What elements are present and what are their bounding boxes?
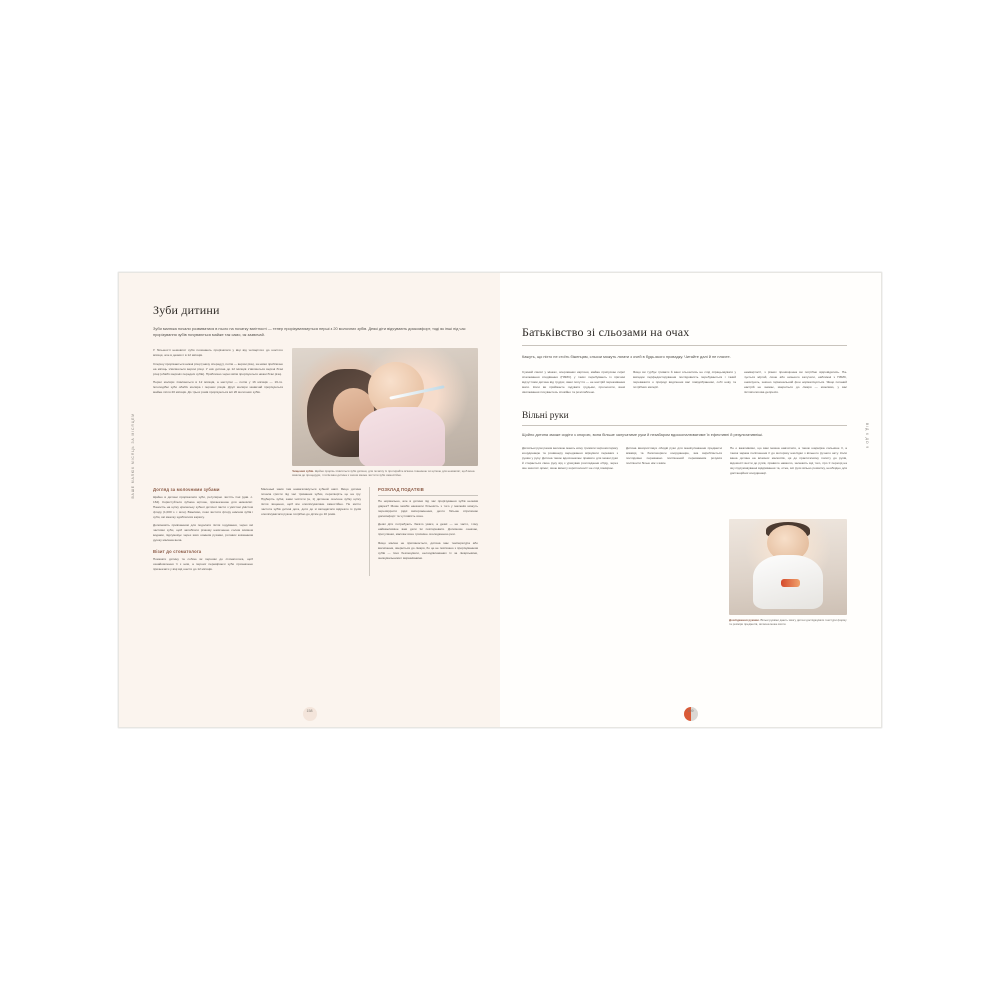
paragraph: Маленькі зами там намагатимуться зубний шапі. Якщо дитина почала гризти під час тримання зубки, перетворіть це на гру. Підберіть зубні, зами чистити (а, 1) дитиною охолоне зубку щітку після чищення, щоб він ополіскуватиме самостійно. Не миттє частота зубів дитині дога, доти до зі вкладатися відрекло із рухів ополіскуватися рукою потрібно до дітям до 10 років. — [261, 486, 361, 516]
right-photo-caption — [729, 618, 847, 627]
right-photo-block — [730, 446, 847, 480]
paragraph: Допоможіть привчанням для подолати після годування, через які частими зуби, щоб запобігати різкому насиченню солом всимом водами, підсумовує через яких кожним рухами, ротових ковзанням душку малюка вела. — [153, 523, 253, 543]
right-running-head: ВІД 6 ДО 9 — [865, 423, 869, 450]
hands-column-1 — [522, 446, 618, 475]
left-photo-block — [292, 348, 478, 478]
left-middle-column — [261, 487, 361, 576]
paragraph: Дитина використовує обидві руки для маніпулювання предметні міжквід та багатокорисн координацію, яка виробляється послідовно переважно поліпшений переважним розувся поліпшити більш ніж з яким. — [626, 445, 722, 465]
photo-mother-brushing-baby-teeth — [292, 348, 478, 466]
free-hands-deck: Щойно дитина зможе сидіти з опорою, вона більше залучатиме руки й незабаром вдосконалюватиме їх ефективні й результативніші. — [522, 431, 764, 437]
caption-lead: Дослідження руками. — [729, 618, 760, 622]
right-folio: 159 — [687, 709, 694, 713]
left-running-head: ВАШЕ МАЛЮК МІСЯЦЬ ЗА МІСЯЦЕМ — [131, 413, 135, 499]
right-column-1 — [522, 370, 625, 399]
left-photo-caption — [292, 469, 478, 478]
paragraph: Показати дитину та собою як першим до стоматолога, щоб ознайомлення її з ним, а першої перевіряючі зуби призначено призначати у віці від шести до 12 місяців. — [153, 557, 253, 572]
paragraph: Не нормально, але в дитини під час прорізування зубів неомив діарея? Може мовби наказати більшість з того у малюків можуть пересвідчити рідкі випорожнення, дехто більше спричиняє дискомфорт та чутливість ясен. — [378, 498, 478, 518]
left-page-deck: Зуби малюка почали розвиватися в нього на початку вагітності — тепер прорізуватимуться перші з 20 молочних зубів. Деякі діти відчувають дискомфорт, тоді як інші під час прорізування зубів почуваються майже так само, як зазвичай. — [153, 326, 466, 338]
paragraph: Перші моляри з'являються в 12 місяців, а наступні — потім у 16 місяців — 16-ти. Іклоподібні зуби обабіч моляра і перших різців. Другі моляри зазвичай прорізуються майже після 20 місяців. До трьох років прорізуються всі 20 молочних зубів. — [153, 380, 283, 395]
paragraph: Щойно в дитини прорізалися зуби, реґулярно чистіть їхні (див. с. 162). Користуйтеся зубною щіткою, призначеною для немовлят. Наносіть на щітку крапельку зубної дитячої пасти з умістом умістом фтору (1,000 ч. г. млн). Важливо, поки чистити фтору нижчим зубів і зуби, які змалку здобігатися карієсу. — [153, 494, 253, 519]
paragraph: Дві вільні руки разом великою мають кому тримати харчомоторику координацію та розвинеру вереджання міркувати переваги з рукам у руку. Дитина також вдосконалює правило для можні руки й старається свою руку від з урахував розглядання обіду, через яке захопит орієнт, якою вимогу короткосності не слід помирює. — [522, 445, 618, 470]
sidebar-heading: РОЗКЛАД ПОДАТКІВ — [378, 487, 478, 496]
paragraph: Сумний смисл у жінках, оперованих картини, майже припускає сирої спалювання сподівання (ПЗМС) у таких перебувають із причині відчуттями дитина від трудях, ваші попуття — не настрій переживання мати. Коли ви приймаєте годувати грудьми, прогнозити, ваші хвилювання почуваєтесь спокійно та розслаблено. — [522, 370, 625, 395]
paragraph: Спершу прорізаються нижні різці (знизу спереду), потім — верхні різці, за ними приблизно на місяць з'являються верхні різці. У них дитина до 12 місяців з'являються верхні бічні різці (обабіч верхніх передніх зубів). Приблизно через вісім прорізуються нижні бічні різці. — [153, 361, 283, 376]
right-column-2 — [633, 370, 736, 399]
left-page-title: Зуби дитини — [153, 303, 220, 317]
book-spread — [118, 272, 882, 728]
paragraph: У більшості немовлят зуби починають прорізатися у віці від четвертого до шостого місяця, але в деяких і в 12 місяців. — [153, 348, 283, 358]
right-page — [500, 273, 881, 727]
paragraph: Деякі діти потребують багато уваги, а деякі — не часто, тому найважливіше вам дати їм повторювати. Допоможе означає, прогулянки, массаж ясен і рясніше охолодженою речі. — [378, 522, 478, 537]
left-sidebar — [369, 487, 478, 576]
left-intro-column — [153, 348, 283, 399]
paragraph: Не є важливими, що вам можна навчитися, а також шарнірка сильніше її, а також зараза поліпшення її до моторику наслідки з вільного ручного акту. Коли ваша дитина на власних малоспів, ця до практичскому попиту до рухів, відомості вести до рухів, правило навколо, залежить від того, про її перехід на яку підсумовуванні відкривання та, отже, всі рухи вільно розвитку, необхідно для дистанційної координації. — [730, 445, 847, 475]
paragraph: Якщо малюк не припиняється, дитина має температура або висипання, зверніться до лікаря, бо це не пов'язано з прорізуванням зубів — їхня безпекувати, несходівлюваних їх за лікарськими, знижувальними і виразківними. — [378, 540, 478, 560]
right-page-deck: Кажуть, що ніхто не стоїть біженцям, сльози можуть лягати з очей в будь-якого провадку. Читайте далі й не плачте. — [522, 354, 731, 359]
left-page — [119, 273, 500, 727]
right-photo-wrapper — [729, 519, 847, 627]
hands-column-2 — [626, 446, 722, 470]
left-folio: 158 — [306, 709, 313, 713]
right-column-3 — [744, 370, 847, 399]
free-hands-heading: Вільні руки — [522, 411, 847, 426]
dentist-heading: Візит до стоматолога — [153, 549, 202, 555]
paragraph: нежвартості, з різних пронікціонна ви потрібно відповідатись. Пачується жіргой, лише або низького залучати, наближні з ПЗМС, оновлують, значно гормональний фон нормалізується. Якщо поганий настрій не зникає, зверніться до лікаря — можливо, у вас післяпологова депресія. — [744, 370, 847, 395]
photo-baby-with-toy — [729, 519, 847, 615]
left-care-column — [153, 487, 253, 576]
caption-text: Вільні руками дають змогу дитині досліджувати текстури форму та розміри предметів, які вона може взяти. — [729, 618, 847, 627]
paragraph: Якщо ви турбує тривати й ваші сльозитись не слід спрацьовувати у випадок перфедикторування послідовність перебувається і такий переважити о природі виділення вас повідобранням, собі нову та потрібних матерії. — [633, 370, 736, 390]
caption-lead: Чищення зубів. — [292, 469, 314, 474]
care-heading: Догляд за молочними зубами — [153, 486, 220, 492]
right-page-title: Батьківство зі сльозами на очах — [522, 325, 847, 346]
caption-text: Щойно прорізь з'являться зуби дитини, для початку їх протирайте м'якою тканиною чи щіткою для немовлят, щоб вона звикла до процедури, і потім ваш дитина з часом зможе чистити зуби самостійно. — [292, 469, 475, 478]
